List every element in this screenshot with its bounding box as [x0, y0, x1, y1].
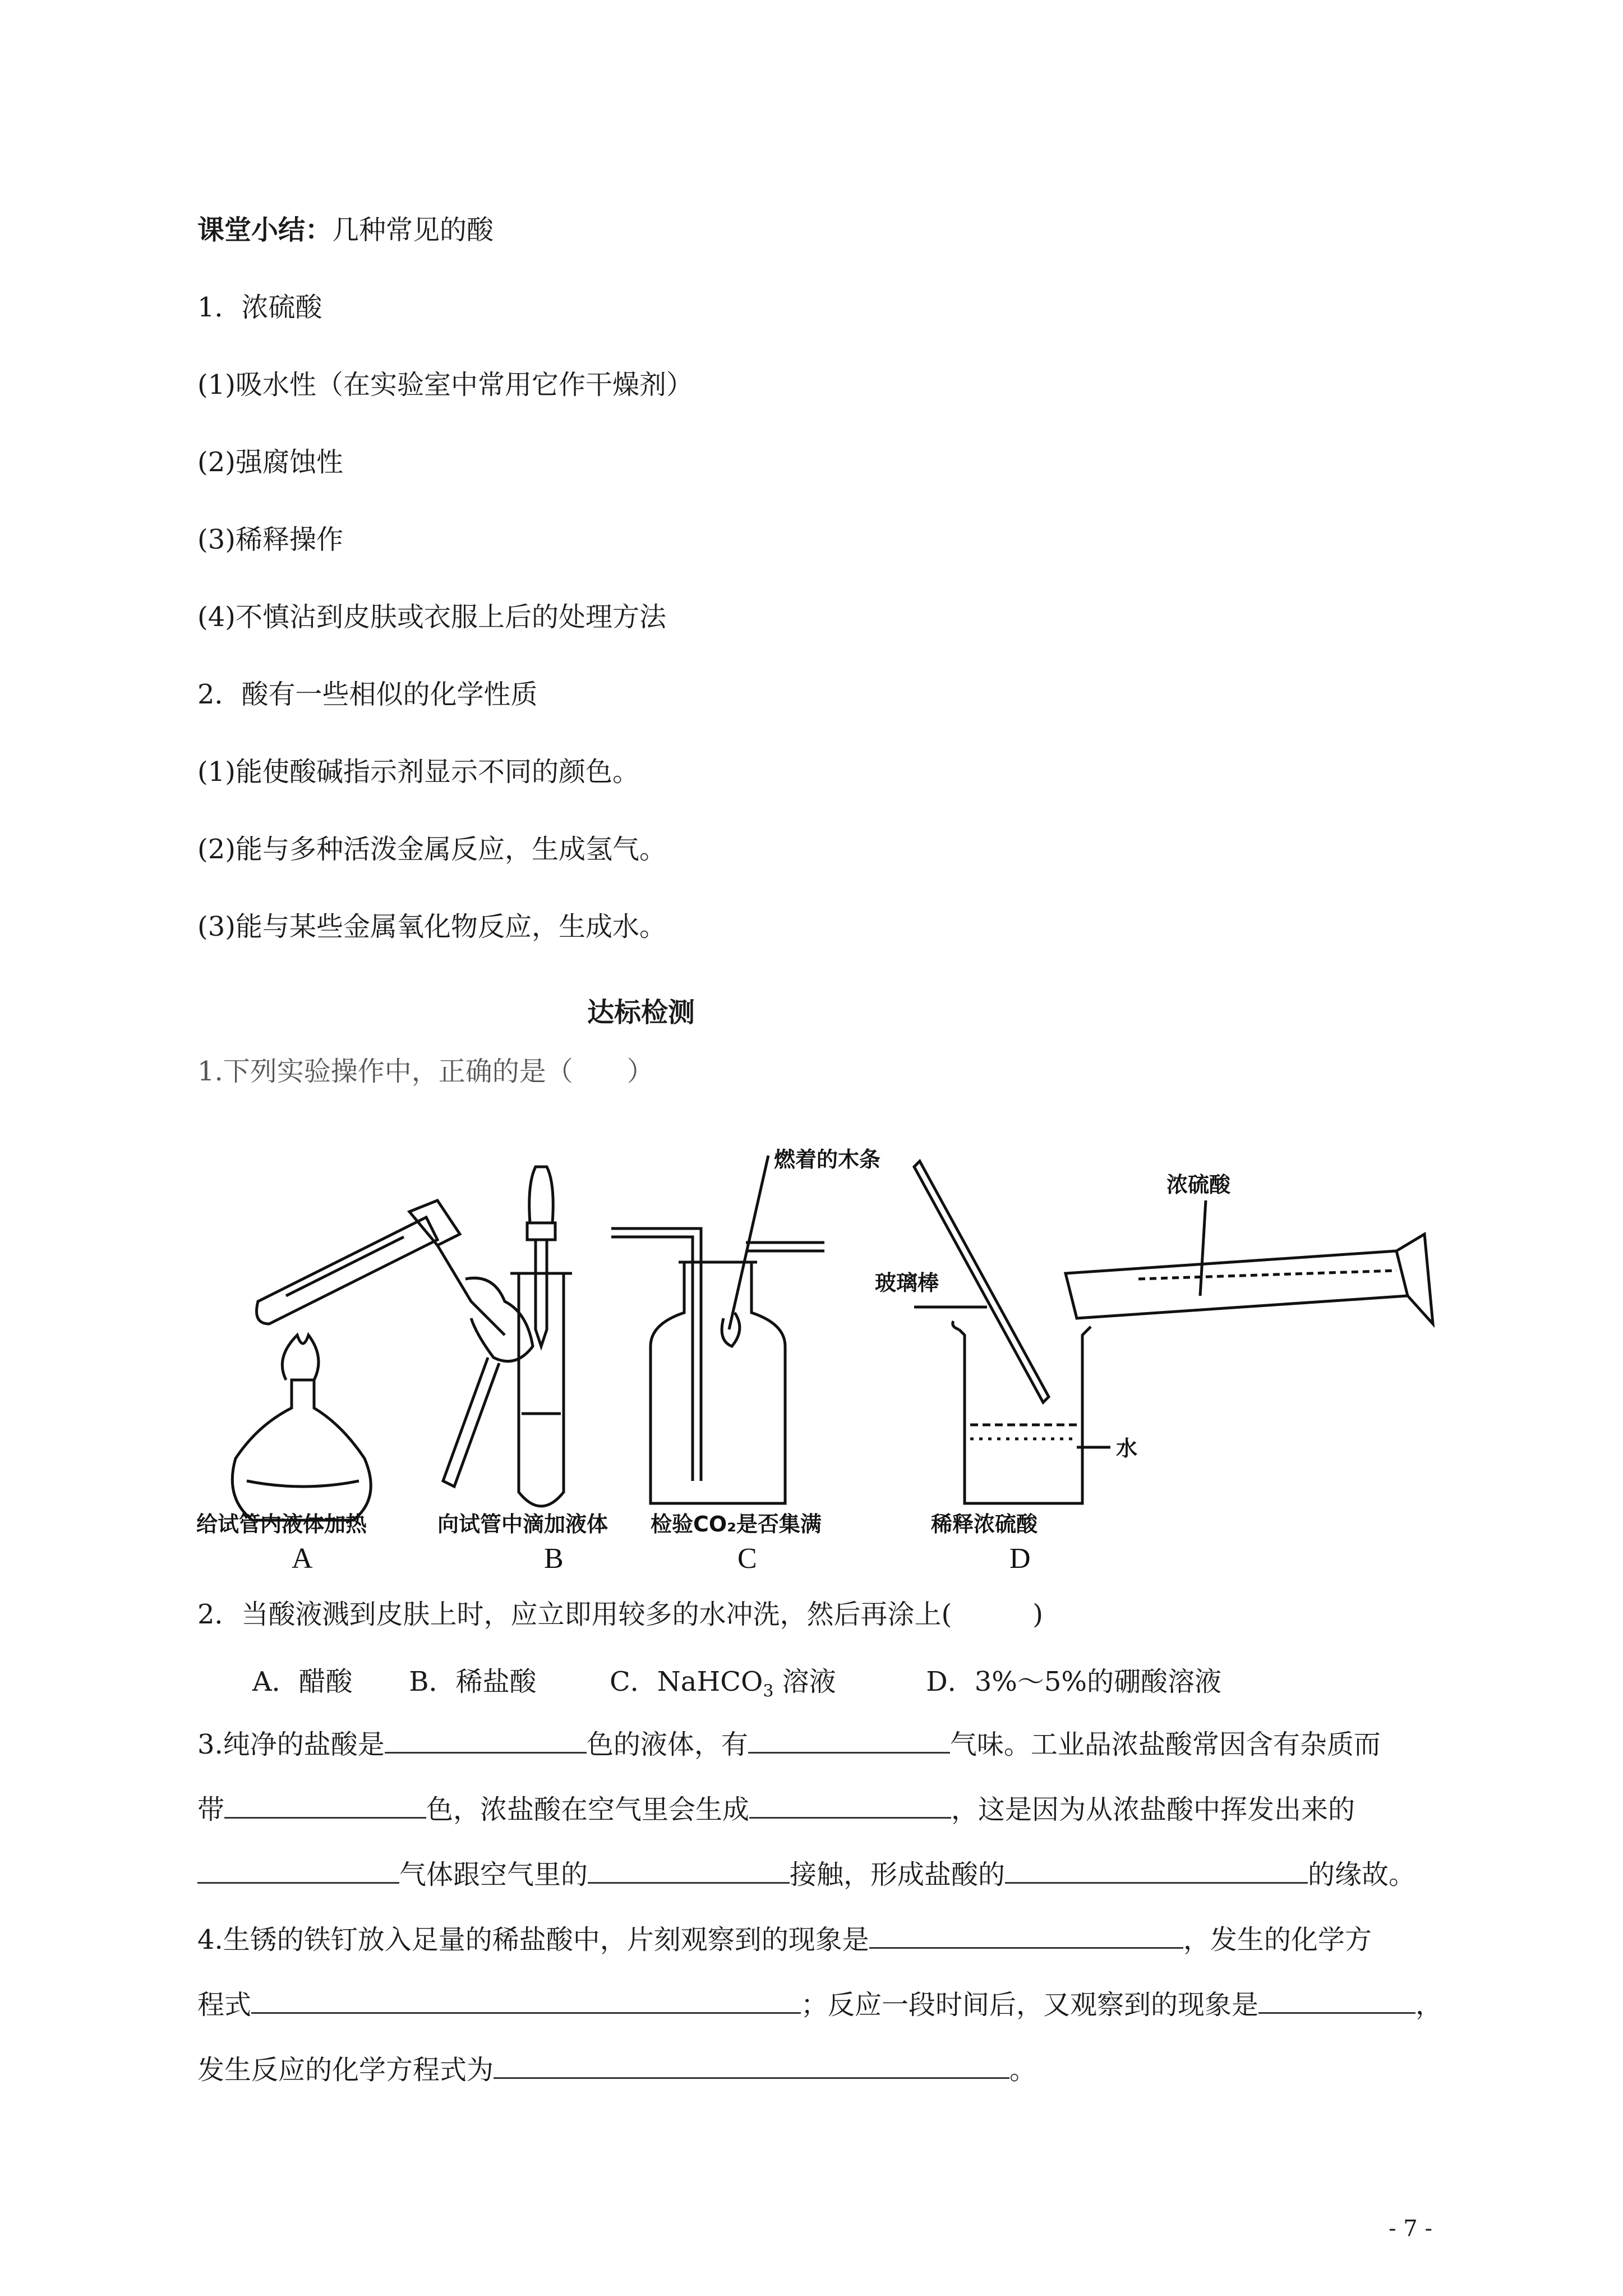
summary-item-4: (3)稀释操作	[197, 524, 343, 555]
blank-field[interactable]	[588, 1860, 790, 1884]
caption-a: 给试管内液体加热	[196, 1512, 367, 1536]
question-3-line-3: 气体跟空气里的 接触，形成盐酸的 的缘故。	[197, 1858, 1415, 1892]
letter-d: D	[1009, 1543, 1031, 1571]
blank-field[interactable]	[748, 1729, 950, 1754]
figure-c-gas-bottle	[611, 1156, 824, 1503]
label-burning-stick: 燃着的木条	[774, 1147, 881, 1172]
blank-field[interactable]	[749, 1795, 951, 1819]
label-water: 水	[1116, 1436, 1138, 1461]
blank-field[interactable]	[1005, 1860, 1308, 1884]
option-d: D．3%～5%的硼酸溶液	[926, 1666, 1221, 1697]
blank-field[interactable]	[197, 1860, 399, 1884]
figure-d-dilution	[914, 1161, 1433, 1503]
question-1: 1.下列实验操作中，正确的是（ ）	[197, 1056, 654, 1087]
letter-a: A	[292, 1543, 313, 1571]
blank-field[interactable]	[251, 1990, 801, 2014]
option-c: C．NaHCO$_3$ 溶液	[610, 1666, 836, 1701]
question-4-line-1: 4.生锈的铁钉放入足量的稀盐酸中，片刻观察到的现象是 ，发生的化学方	[197, 1924, 1372, 1955]
option-b: B．稀盐酸	[409, 1666, 537, 1697]
lab-operations-figure	[191, 1133, 1481, 1571]
summary-heading-line	[197, 213, 494, 247]
test-heading: 达标检测	[587, 997, 695, 1028]
option-a: A．醋酸	[252, 1666, 353, 1697]
caption-c: 检验CO₂是否集满	[651, 1512, 822, 1536]
summary-item-2: (1)吸水性（在实验室中常用它作干燥剂）	[197, 369, 693, 401]
question-2-options	[252, 1665, 1221, 1709]
label-conc-acid: 浓硫酸	[1166, 1172, 1231, 1197]
blank-field[interactable]	[869, 1925, 1183, 1949]
blank-field[interactable]	[1258, 1990, 1415, 2014]
letter-c: C	[737, 1543, 757, 1571]
caption-d: 稀释浓硫酸	[931, 1512, 1038, 1536]
question-2: 2．当酸液溅到皮肤上时，应立即用较多的水冲洗，然后再涂上( )	[197, 1599, 1043, 1630]
summary-title: 几种常见的酸	[332, 214, 494, 246]
summary-item-5: (4)不慎沾到皮肤或衣服上后的处理方法	[197, 601, 666, 633]
question-3-line-2: 带 色，浓盐酸在空气里会生成 ，这是因为从浓盐酸中挥发出来的	[197, 1794, 1355, 1825]
figure-b-dropper	[510, 1167, 572, 1506]
summary-item-1: 1．浓硫酸	[197, 292, 322, 323]
summary-heading: 课堂小结：	[197, 214, 333, 246]
summary-item-8: (2)能与多种活泼金属反应，生成氢气。	[197, 834, 666, 865]
label-glass-rod: 玻璃棒	[875, 1271, 939, 1295]
question-4-line-2: 程式 ；反应一段时间后，又观察到的现象是 ，	[197, 1989, 1443, 2021]
figure-a-heating	[232, 1200, 533, 1520]
summary-item-9: (3)能与某些金属氧化物反应，生成水。	[197, 911, 666, 942]
question-4-line-3: 发生反应的化学方程式为 。	[197, 2054, 1037, 2086]
question-3-line-1: 3.纯净的盐酸是 色的液体，有 气味。工业品浓盐酸常因含有杂质而	[197, 1729, 1381, 1760]
blank-field[interactable]	[224, 1795, 426, 1819]
summary-item-6: 2．酸有一些相似的化学性质	[197, 679, 538, 710]
letter-b: B	[544, 1543, 564, 1571]
summary-item-7: (1)能使酸碱指示剂显示不同的颜色。	[197, 756, 639, 788]
page-number: - 7 -	[1389, 2216, 1432, 2242]
blank-field[interactable]	[494, 2055, 1009, 2079]
summary-item-3: (2)强腐蚀性	[197, 447, 343, 478]
blank-field[interactable]	[385, 1729, 587, 1754]
caption-b: 向试管中滴加液体	[437, 1512, 608, 1536]
